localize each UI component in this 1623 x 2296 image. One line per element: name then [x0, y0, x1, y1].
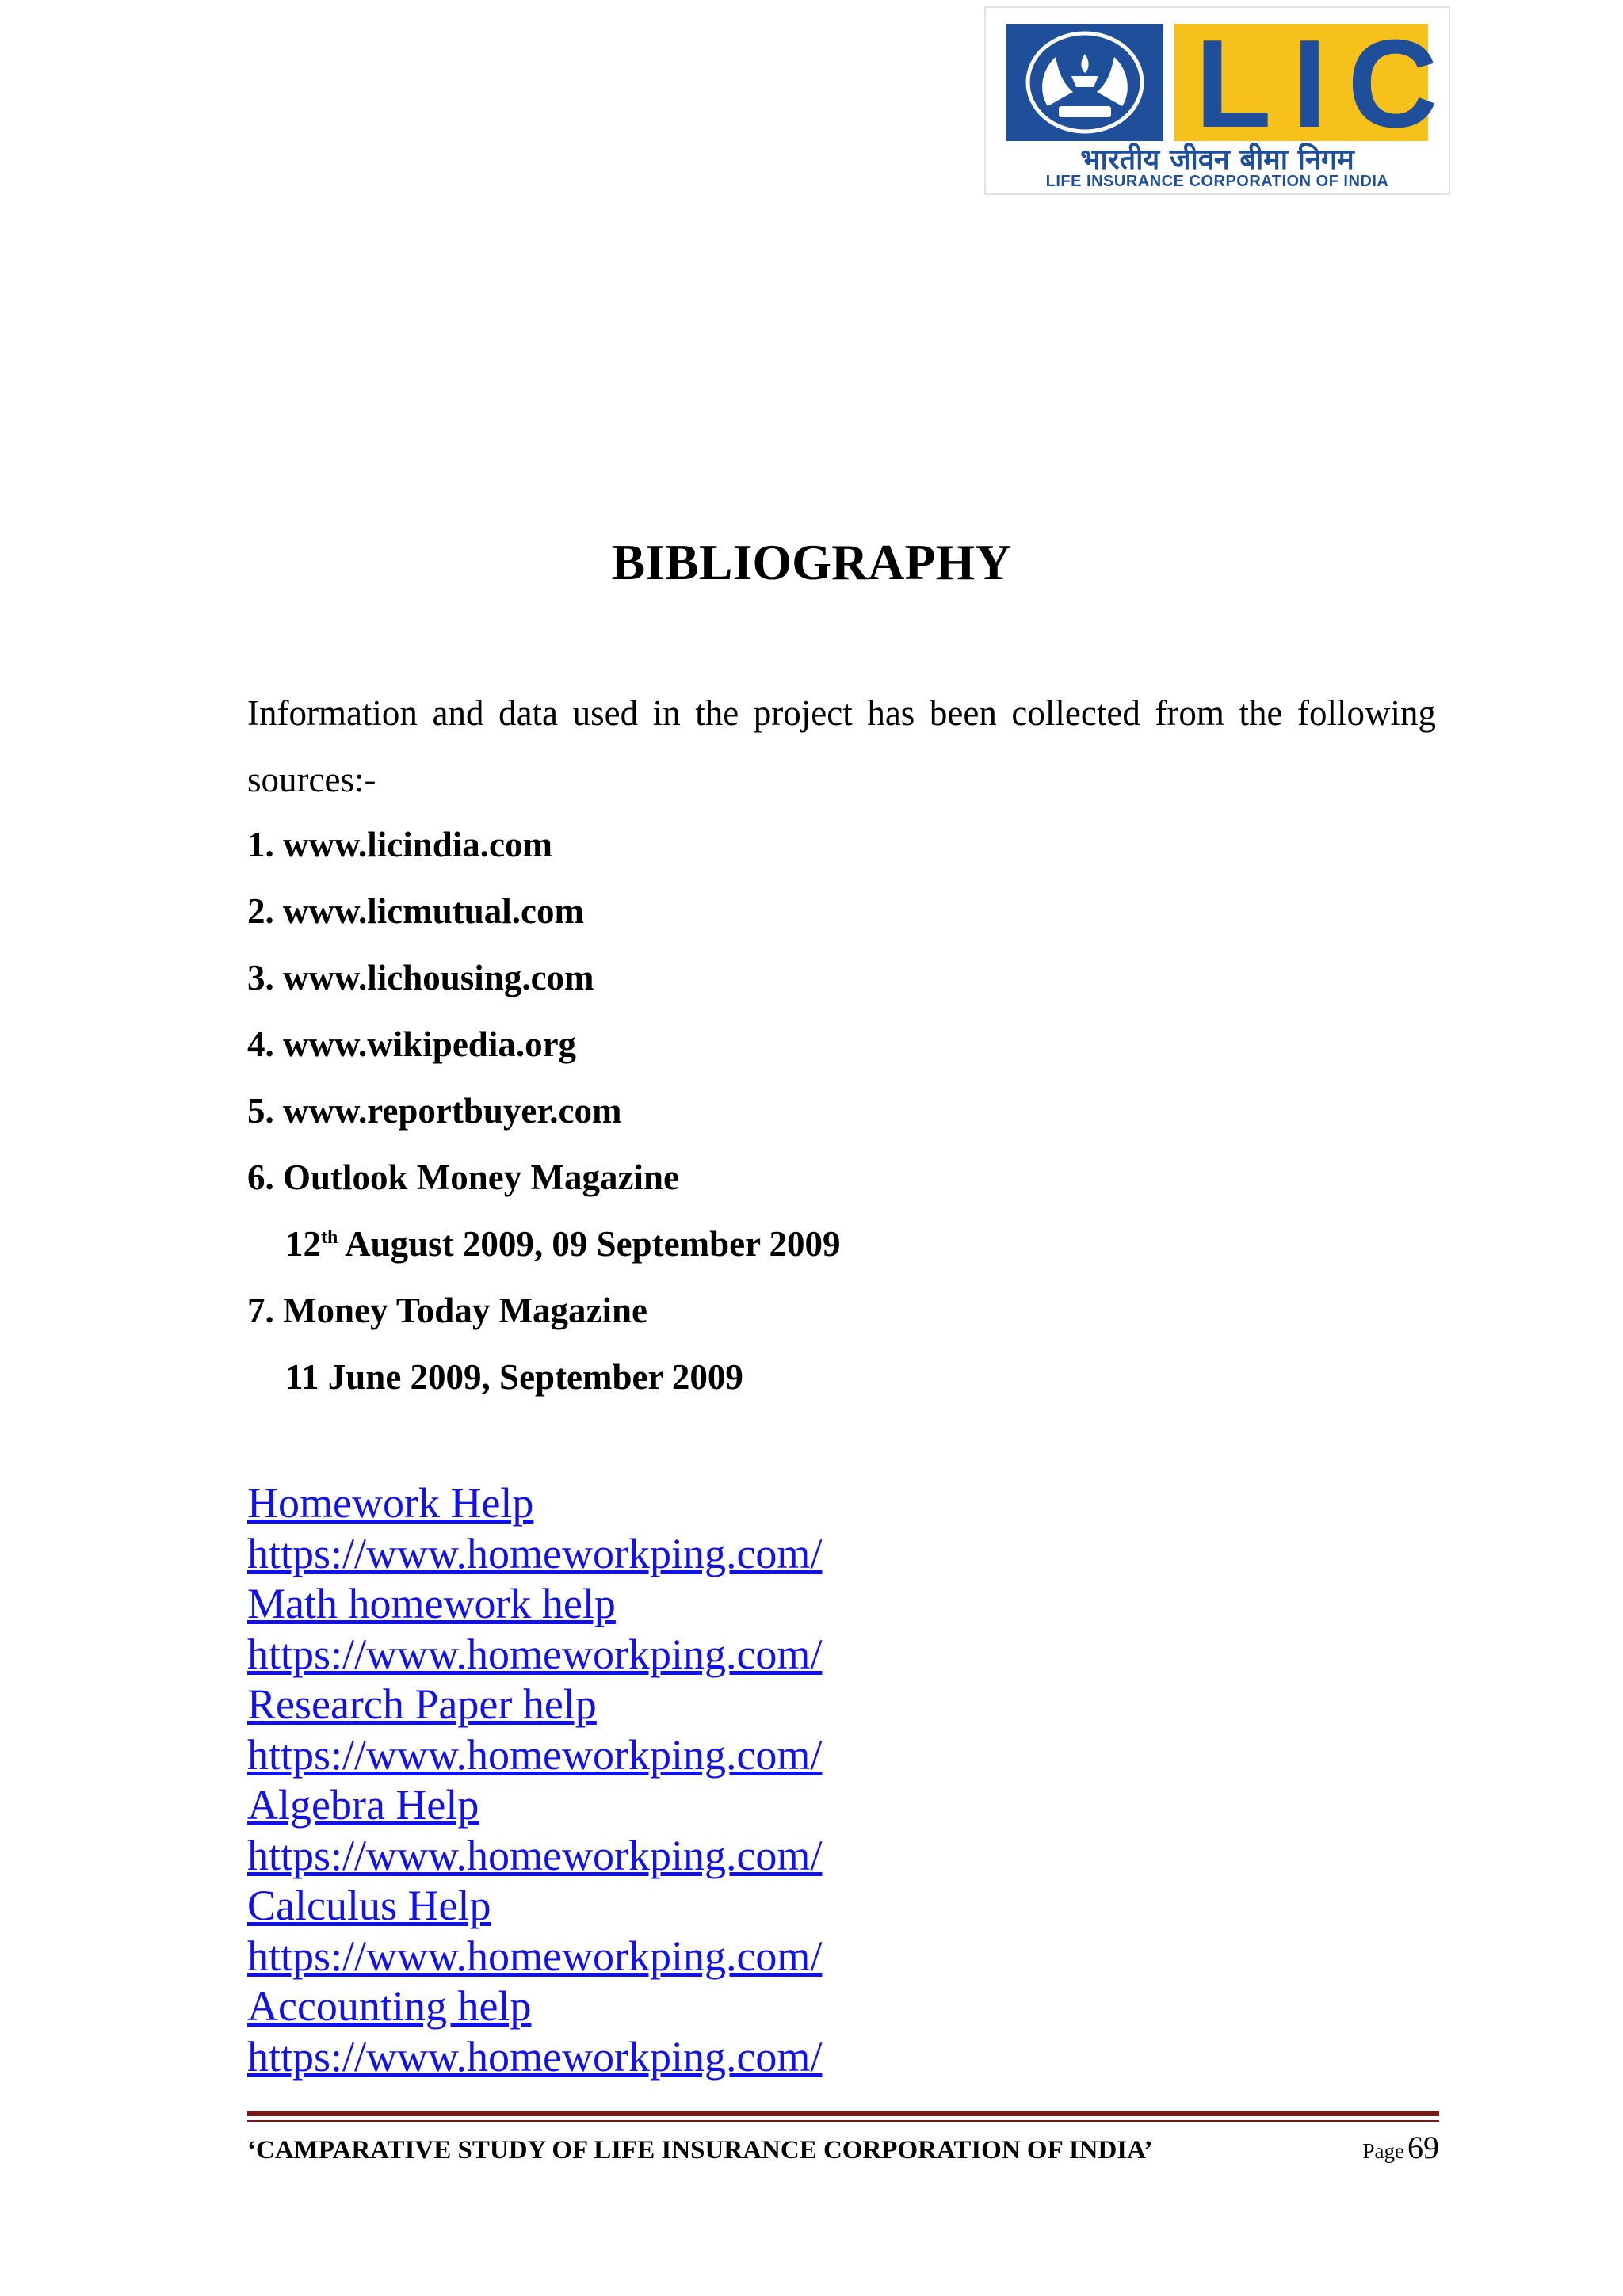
lic-wordmark — [1174, 14, 1459, 154]
source-date-day: 12 — [285, 1224, 321, 1264]
footer-rule-thin — [247, 2120, 1439, 2122]
source-subitem: 11 June 2009, September 2009 — [285, 1357, 743, 1397]
source-subitem — [247, 1211, 1436, 1277]
hands-lamp-icon — [1006, 24, 1163, 141]
source-item: 6. Outlook Money Magazine — [247, 1158, 679, 1197]
links-block — [247, 1478, 1436, 2082]
link-math-homework-help[interactable]: Math homework help — [247, 1580, 616, 1627]
footer-title: ‘CAMPARATIVE STUDY OF LIFE INSURANCE CORPORATION OF INDIA’ — [247, 2136, 1153, 2164]
link-url[interactable]: https://www.homeworkping.com/ — [247, 1932, 823, 1980]
intro-paragraph: Information and data used in the project has been collected from the following sources:- — [247, 693, 1436, 799]
source-item: 4. www.wikipedia.org — [247, 1024, 577, 1064]
page-number-value: 69 — [1407, 2130, 1439, 2165]
link-algebra-help[interactable]: Algebra Help — [247, 1781, 479, 1829]
page-label: Page — [1362, 2139, 1404, 2163]
link-url[interactable]: https://www.homeworkping.com/ — [247, 1630, 823, 1678]
page-title: BIBLIOGRAPHY — [611, 534, 1012, 590]
link-research-paper-help[interactable]: Research Paper help — [247, 1680, 597, 1728]
lic-english-name: LIFE INSURANCE CORPORATION OF INDIA — [1045, 173, 1389, 190]
lic-letters: LIC — [1195, 14, 1459, 154]
source-item: 5. www.reportbuyer.com — [247, 1091, 622, 1131]
lic-logo — [984, 6, 1459, 195]
page-number — [1363, 2128, 1439, 2175]
link-url[interactable]: https://www.homeworkping.com/ — [247, 1831, 823, 1879]
source-item: 2. www.licmutual.com — [247, 891, 584, 931]
source-date-rest: August 2009, 09 September 2009 — [338, 1224, 841, 1264]
lic-emblem-icon — [1006, 24, 1163, 141]
footer-rule — [247, 2111, 1439, 2116]
lic-hindi-name: भारतीय जीवन बीमा निगम — [1080, 143, 1354, 176]
link-url[interactable]: https://www.homeworkping.com/ — [247, 1529, 823, 1577]
link-homework-help[interactable]: Homework Help — [247, 1479, 534, 1527]
sources-list — [247, 811, 1436, 1410]
link-calculus-help[interactable]: Calculus Help — [247, 1882, 491, 1929]
link-url[interactable]: https://www.homeworkping.com/ — [247, 1730, 823, 1779]
source-item: 1. www.licindia.com — [247, 825, 553, 864]
link-url[interactable]: https://www.homeworkping.com/ — [247, 2032, 823, 2081]
source-item: 3. www.lichousing.com — [247, 958, 594, 997]
link-accounting-help[interactable]: Accounting help — [247, 1982, 532, 2030]
source-item: 7. Money Today Magazine — [247, 1291, 648, 1330]
source-date-suffix: th — [321, 1227, 338, 1248]
